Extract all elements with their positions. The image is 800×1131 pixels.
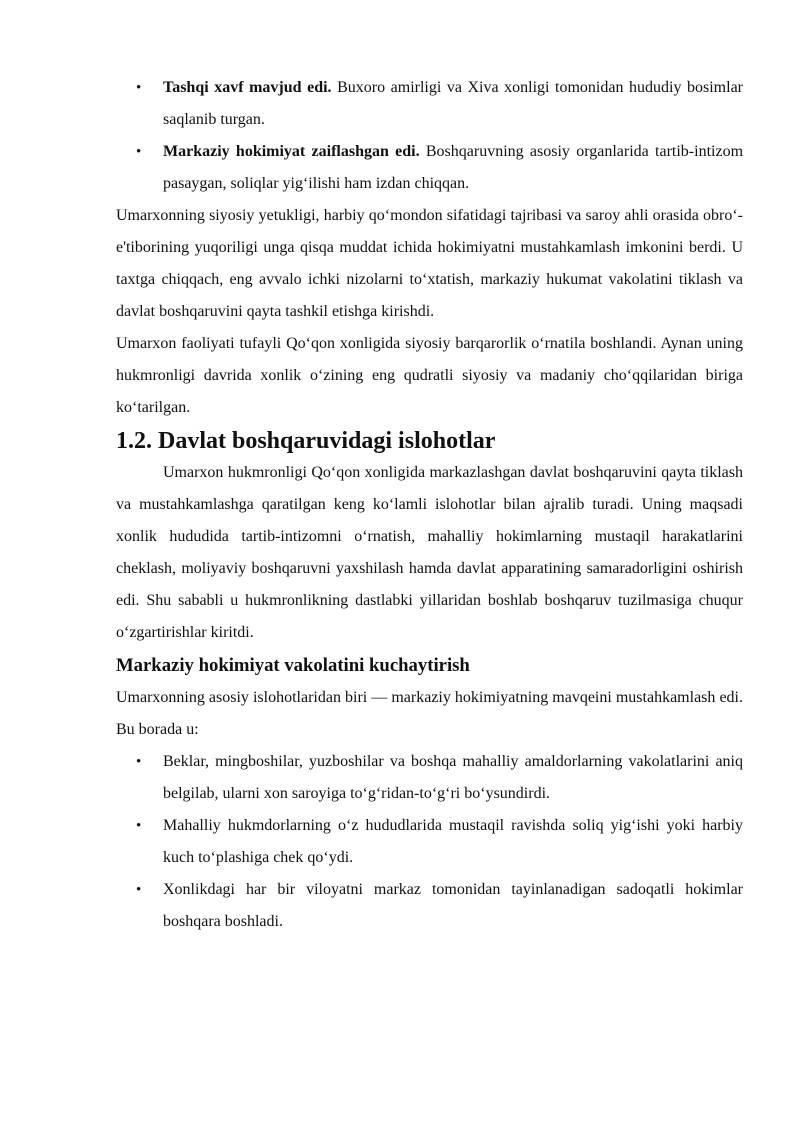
bullet-text: Buxoro amirligi va Xiva xonligi tomonidan hududiy bosimlar saqlanib turgan. — [163, 79, 743, 128]
bullet-bold-lead: Markaziy hokimiyat zaiflashgan edi. — [163, 143, 420, 160]
bullet-text: Xonlikdagi har bir viloyatni markaz tomonidan tayinlanadigan sadoqatli hokimlar boshqara boshladi. — [163, 881, 743, 930]
bullet-icon: • — [136, 80, 142, 96]
bullet-icon: • — [136, 818, 142, 834]
list-item — [116, 746, 743, 810]
list-item — [116, 136, 743, 200]
bullet-bold-lead: Tashqi xavf mavjud edi. — [163, 79, 332, 96]
list-item — [116, 874, 743, 938]
bullet-icon: • — [136, 754, 142, 770]
bullet-text: Mahalliy hukmdorlarning o‘z hududlarida mustaqil ravishda soliq yig‘ishi yoki harbiy kuch to‘plashiga chek qo‘ydi. — [163, 817, 743, 866]
bullet-text: Beklar, mingboshilar, yuzboshilar va boshqa mahalliy amaldorlarning vakolatlarini aniq belgilab, ularni xon saroyiga to‘g‘ridan-to‘g‘ri bo‘ysundirdi. — [163, 753, 743, 802]
paragraph: Umarxonning asosiy islohotlaridan biri — markaziy hokimiyatning mavqeini mustahkamlash edi. Bu borada u: — [116, 689, 743, 738]
bullet-icon: • — [136, 144, 142, 160]
section-heading: 1.2. Davlat boshqaruvidagi islohotlar — [116, 428, 496, 454]
paragraph: Umarxonning siyosiy yetukligi, harbiy qo‘mondon sifatidagi tajribasi va saroy ahli orasida obro‘-e'tiborining yuqoriligi unga qisqa muddat ichida hokimiyatni mustahkamlash imkonini berdi. U taxtga chiqqach, eng avvalo ichki nizolarni to‘xtatish, markaziy hukumat vakolatini tiklash va davlat boshqaruvini qayta tashkil etishga kirishdi. — [116, 207, 743, 320]
bullet-text: Boshqaruvning asosiy organlarida tartib-intizom pasaygan, soliqlar yig‘ilishi ham izdan chiqqan. — [163, 143, 744, 192]
list-item — [116, 72, 743, 136]
subsection-heading: Markaziy hokimiyat vakolatini kuchaytirish — [116, 655, 470, 676]
paragraph: Umarxon hukmronligi Qo‘qon xonligida markazlashgan davlat boshqaruvini qayta tiklash va mustahkamlashga qaratilgan keng ko‘lamli islohotlar bilan ajralib turadi. Uning maqsadi xonlik hududida tartib-intizomni o‘rnatish, mahalliy hokimlarning mustaqil harakatlarini cheklash, moliyaviy boshqaruvni yaxshilash hamda davlat apparatining samaradorligini oshirish edi. Shu sababli u hukmronlikning dastlabki yillaridan boshlab boshqaruv tuzilmasiga chuqur o‘zgartirishlar kiritdi. — [116, 464, 743, 641]
bullet-icon: • — [136, 882, 142, 898]
list-item — [116, 810, 743, 874]
paragraph: Umarxon faoliyati tufayli Qo‘qon xonligida siyosiy barqarorlik o‘rnatila boshlandi. Aynan uning hukmronligi davrida xonlik o‘zining eng qudratli siyosiy va madaniy cho‘qqilaridan biriga ko‘tarilgan. — [116, 335, 743, 416]
